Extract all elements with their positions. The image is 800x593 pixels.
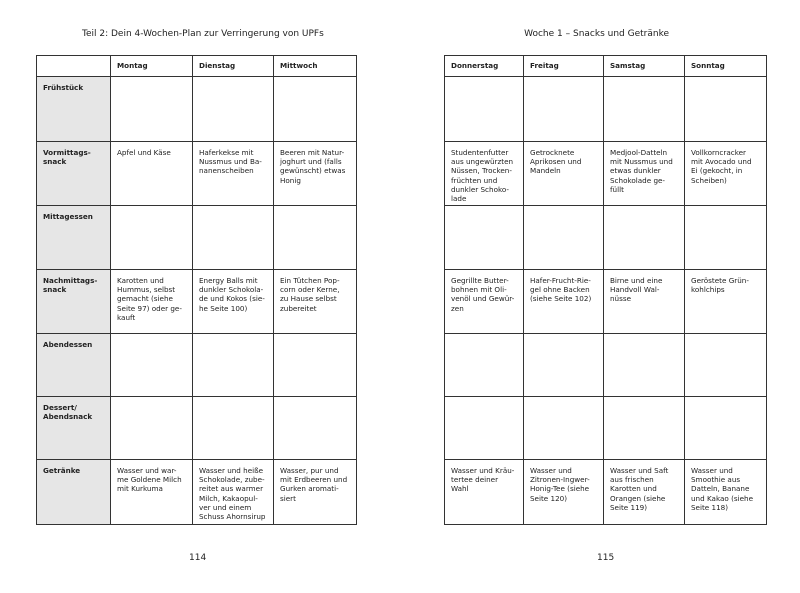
meal-cell: Birne und eine Handvoll Wal- nüsse [604,270,685,334]
meal-cell [524,397,604,460]
table-row [37,142,357,206]
corner-cell [37,56,111,77]
table-row [445,77,767,142]
day-header: Mittwoch [274,56,357,77]
meal-cell: Geröstete Grün- kohlchips [685,270,767,334]
table-row [37,460,357,525]
meal-cell [274,397,357,460]
meal-cell: Karotten und Hummus, selbst gemacht (siehe Seite 97) oder ge- kauft [111,270,193,334]
meal-plan-table-left [36,55,357,525]
table-row [445,142,767,206]
meal-cell [445,77,524,142]
meal-cell [193,206,274,270]
meal-cell: Vollkorncracker mit Avocado und Ei (gekocht, in Scheiben) [685,142,767,206]
meal-cell [274,77,357,142]
meal-cell [524,334,604,397]
day-header: Donnerstag [445,56,524,77]
meal-cell: Wasser und Smoothie aus Datteln, Banane und Kakao (siehe Seite 118) [685,460,767,525]
table-row [37,334,357,397]
day-header: Dienstag [193,56,274,77]
meal-cell [193,77,274,142]
meal-cell [111,334,193,397]
meal-cell [445,334,524,397]
meal-cell: Medjool-Datteln mit Nussmus und etwas dunkler Schokolade ge- füllt [604,142,685,206]
meal-cell [685,206,767,270]
day-header: Montag [111,56,193,77]
meal-cell [685,334,767,397]
meal-cell: Apfel und Käse [111,142,193,206]
meal-label: Nachmittags- snack [37,270,111,334]
meal-cell: Wasser und Kräu- tertee deiner Wahl [445,460,524,525]
meal-cell: Getrocknete Aprikosen und Mandeln [524,142,604,206]
meal-cell [193,397,274,460]
meal-cell [274,206,357,270]
meal-label: Vormittags- snack [37,142,111,206]
meal-cell: Wasser und Saft aus frischen Karotten und Orangen (siehe Seite 119) [604,460,685,525]
meal-cell: Studentenfutter aus ungewürzten Nüssen, Trocken- früchten und dunkler Schoko- lade [445,142,524,206]
meal-cell [111,206,193,270]
meal-cell [111,77,193,142]
table-row [445,397,767,460]
meal-cell: Wasser und heiße Schokolade, zube- reitet aus warmer Milch, Kakaopul- ver und einem Schuss Ahornsirup [193,460,274,525]
day-header: Samstag [604,56,685,77]
meal-cell [604,206,685,270]
meal-cell: Beeren mit Natur- joghurt und (falls gewünscht) etwas Honig [274,142,357,206]
meal-cell [524,77,604,142]
page-number-left: 114 [189,553,207,563]
meal-cell [111,397,193,460]
meal-cell [604,77,685,142]
meal-cell: Gegrillte Butter- bohnen mit Oli- venöl und Gewür- zen [445,270,524,334]
table-row [37,397,357,460]
meal-cell [274,334,357,397]
meal-cell [445,397,524,460]
meal-cell [604,397,685,460]
page-number-right: 115 [597,553,615,563]
meal-cell: Hafer-Frucht-Rie- gel ohne Backen (siehe Seite 102) [524,270,604,334]
meal-label: Mittagessen [37,206,111,270]
meal-cell: Wasser, pur und mit Erdbeeren und Gurken aromati- siert [274,460,357,525]
table-row [445,206,767,270]
table-row [37,270,357,334]
running-head-left: Teil 2: Dein 4-Wochen-Plan zur Verringerung von UPFs [82,29,324,39]
table-row [37,77,357,142]
meal-label: Getränke [37,460,111,525]
meal-plan-table-right [444,55,767,525]
table-row [445,334,767,397]
meal-cell [445,206,524,270]
meal-cell: Haferkekse mit Nussmus und Ba- nanenscheiben [193,142,274,206]
meal-cell [685,77,767,142]
meal-label: Frühstück [37,77,111,142]
table-row [445,460,767,525]
meal-label: Dessert/ Abendsnack [37,397,111,460]
running-head-right: Woche 1 – Snacks und Getränke [524,29,669,39]
meal-cell: Wasser und war- me Goldene Milch mit Kurkuma [111,460,193,525]
meal-cell [193,334,274,397]
meal-cell: Ein Tütchen Pop- corn oder Kerne, zu Hause selbst zubereitet [274,270,357,334]
meal-cell [685,397,767,460]
meal-label: Abendessen [37,334,111,397]
meal-cell: Energy Balls mit dunkler Schokola- de und Kokos (sie- he Seite 100) [193,270,274,334]
meal-cell [604,334,685,397]
day-header: Sonntag [685,56,767,77]
meal-cell: Wasser und Zitronen-Ingwer- Honig-Tee (siehe Seite 120) [524,460,604,525]
day-header: Freitag [524,56,604,77]
table-row [37,206,357,270]
table-row [445,270,767,334]
meal-cell [524,206,604,270]
